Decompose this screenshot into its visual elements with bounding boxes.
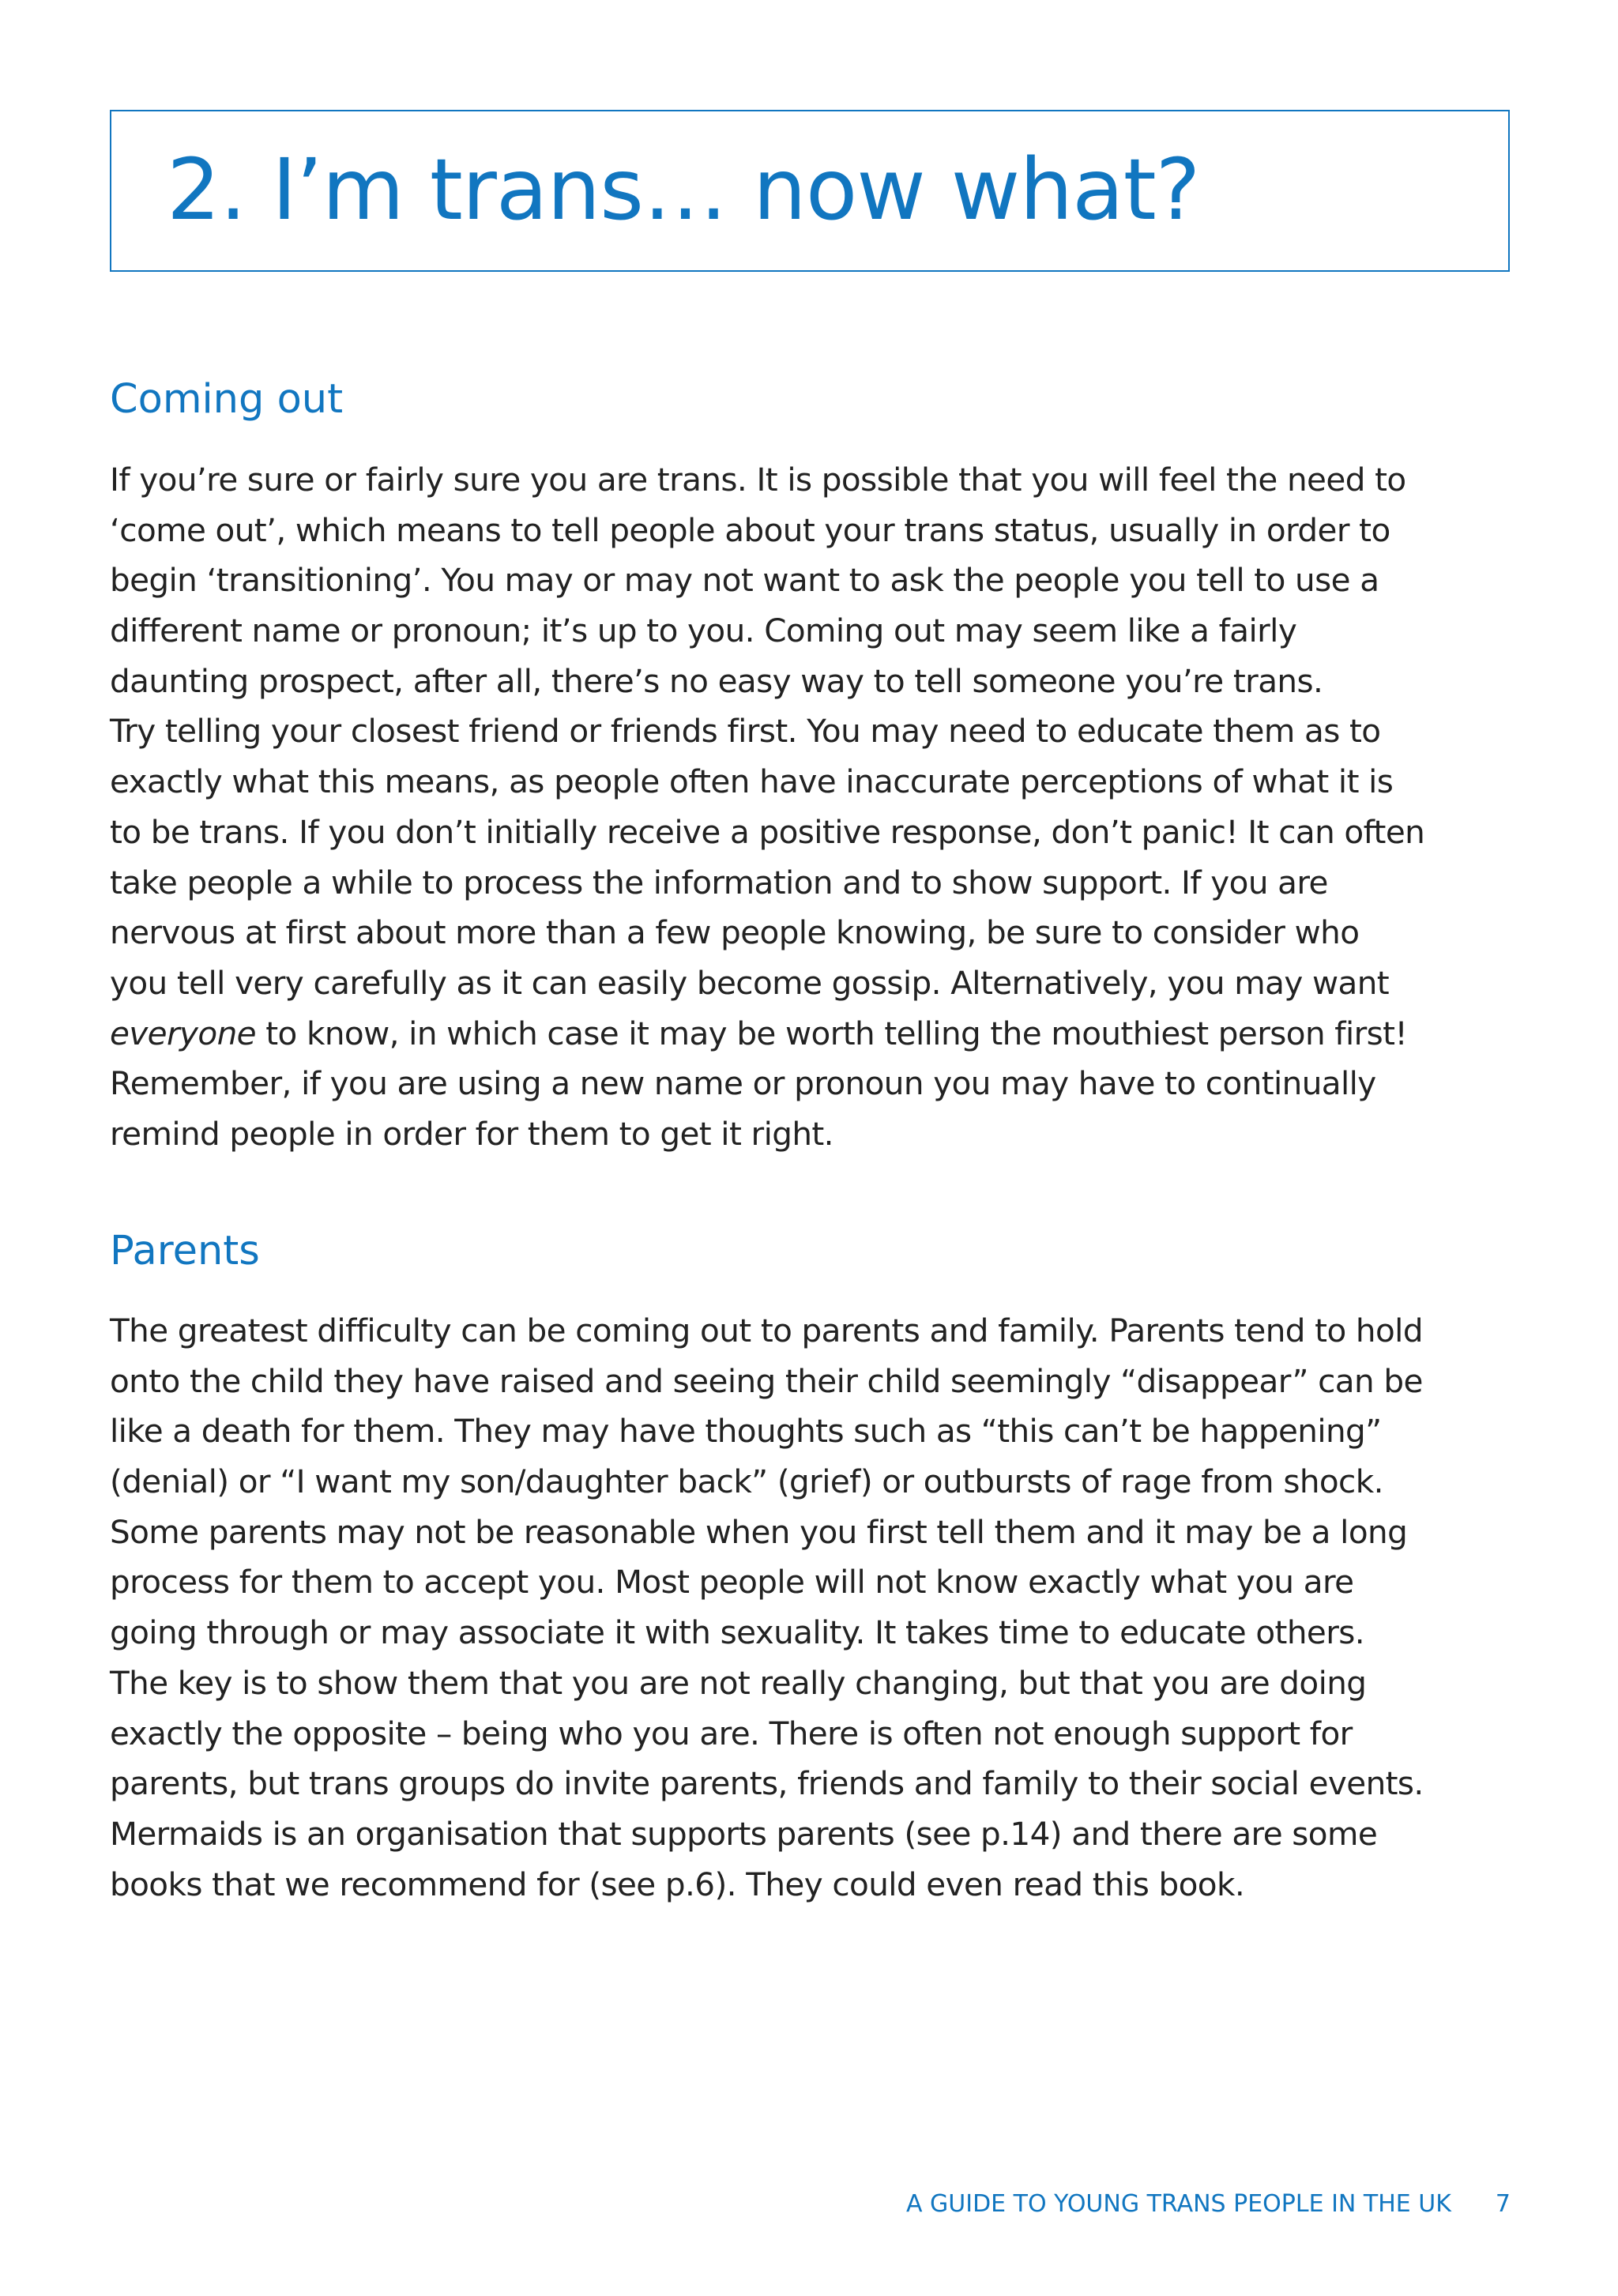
paragraph-line: Try telling your closest friend or friends first. You may need to educate them as to — [110, 712, 1381, 751]
paragraph-line: Mermaids is an organisation that supports parents (see p.14) and there are some — [110, 1814, 1378, 1853]
chapter-title: 2. I’m trans… now what? — [167, 141, 1200, 239]
paragraph-line: The greatest difficulty can be coming out to parents and family. Parents tend to hold — [110, 1312, 1423, 1349]
paragraph-line: books that we recommend for (see p.6). They could even read this book. — [110, 1865, 1245, 1903]
paragraph-line-emphasis — [110, 1009, 1524, 1060]
paragraph-line: going through or may associate it with sexuality. It takes time to educate others. — [110, 1613, 1365, 1652]
paragraph-line: Some parents may not be reasonable when you first tell them and it may be a long — [110, 1512, 1408, 1551]
coming-out-paragraph — [110, 455, 1524, 1160]
emphasis-word: everyone — [110, 1014, 256, 1052]
paragraph-line: take people a while to process the information and to show support. If you are — [110, 863, 1328, 901]
paragraph-line: different name or pronoun; it’s up to you. Coming out may seem like a fairly — [110, 612, 1297, 650]
parents-paragraph — [110, 1306, 1524, 1910]
paragraph-line: exactly the opposite – being who you are. There is often not enough support for — [110, 1714, 1353, 1752]
paragraph-line: begin ‘transitioning’. You may or may not want to ask the people you tell to use a — [110, 561, 1379, 600]
paragraph-line: nervous at first about more than a few people knowing, be sure to consider who — [110, 913, 1360, 952]
paragraph-line: to be trans. If you don’t initially receive a positive response, don’t panic! It can often — [110, 812, 1425, 851]
paragraph-line: Remember, if you are using a new name or pronoun you may have to continually — [110, 1064, 1376, 1103]
chapter-title-box — [110, 110, 1510, 272]
paragraph-line: like a death for them. They may have thoughts such as “this can’t be happening” — [110, 1412, 1382, 1451]
page-number: 7 — [1495, 2190, 1511, 2218]
paragraph-line: (denial) or “I want my son/daughter back” (grief) or outbursts of rage from shock. — [110, 1462, 1383, 1501]
paragraph-line: parents, but trans groups do invite parents, friends and family to their social events. — [110, 1764, 1424, 1803]
paragraph-line: If you’re sure or fairly sure you are trans. It is possible that you will feel the need to — [110, 461, 1406, 499]
paragraph-line: process for them to accept you. Most people will not know exactly what you are — [110, 1563, 1354, 1602]
paragraph-line: The key is to show them that you are not really changing, but that you are doing — [110, 1663, 1367, 1702]
emphasis-line-rest: to know, in which case it may be worth telling the mouthiest person first! — [256, 1014, 1408, 1052]
page-footer — [906, 2190, 1511, 2218]
paragraph-line: onto the child they have raised and seeing their child seemingly “disappear” can be — [110, 1361, 1423, 1400]
section-heading-parents: Parents — [110, 1228, 260, 1274]
paragraph-line: remind people in order for them to get it right. — [110, 1114, 833, 1153]
footer-running-title: A GUIDE TO YOUNG TRANS PEOPLE IN THE UK — [905, 2190, 1451, 2218]
paragraph-line: daunting prospect, after all, there’s no easy way to tell someone you’re trans. — [110, 661, 1323, 700]
paragraph-line: you tell very carefully as it can easily become gossip. Alternatively, you may want — [110, 963, 1390, 1002]
paragraph-line: ‘come out’, which means to tell people about your trans status, usually in order to — [110, 510, 1390, 549]
section-heading-coming-out: Coming out — [110, 376, 344, 423]
paragraph-line: exactly what this means, as people often have inaccurate perceptions of what it is — [110, 762, 1394, 801]
